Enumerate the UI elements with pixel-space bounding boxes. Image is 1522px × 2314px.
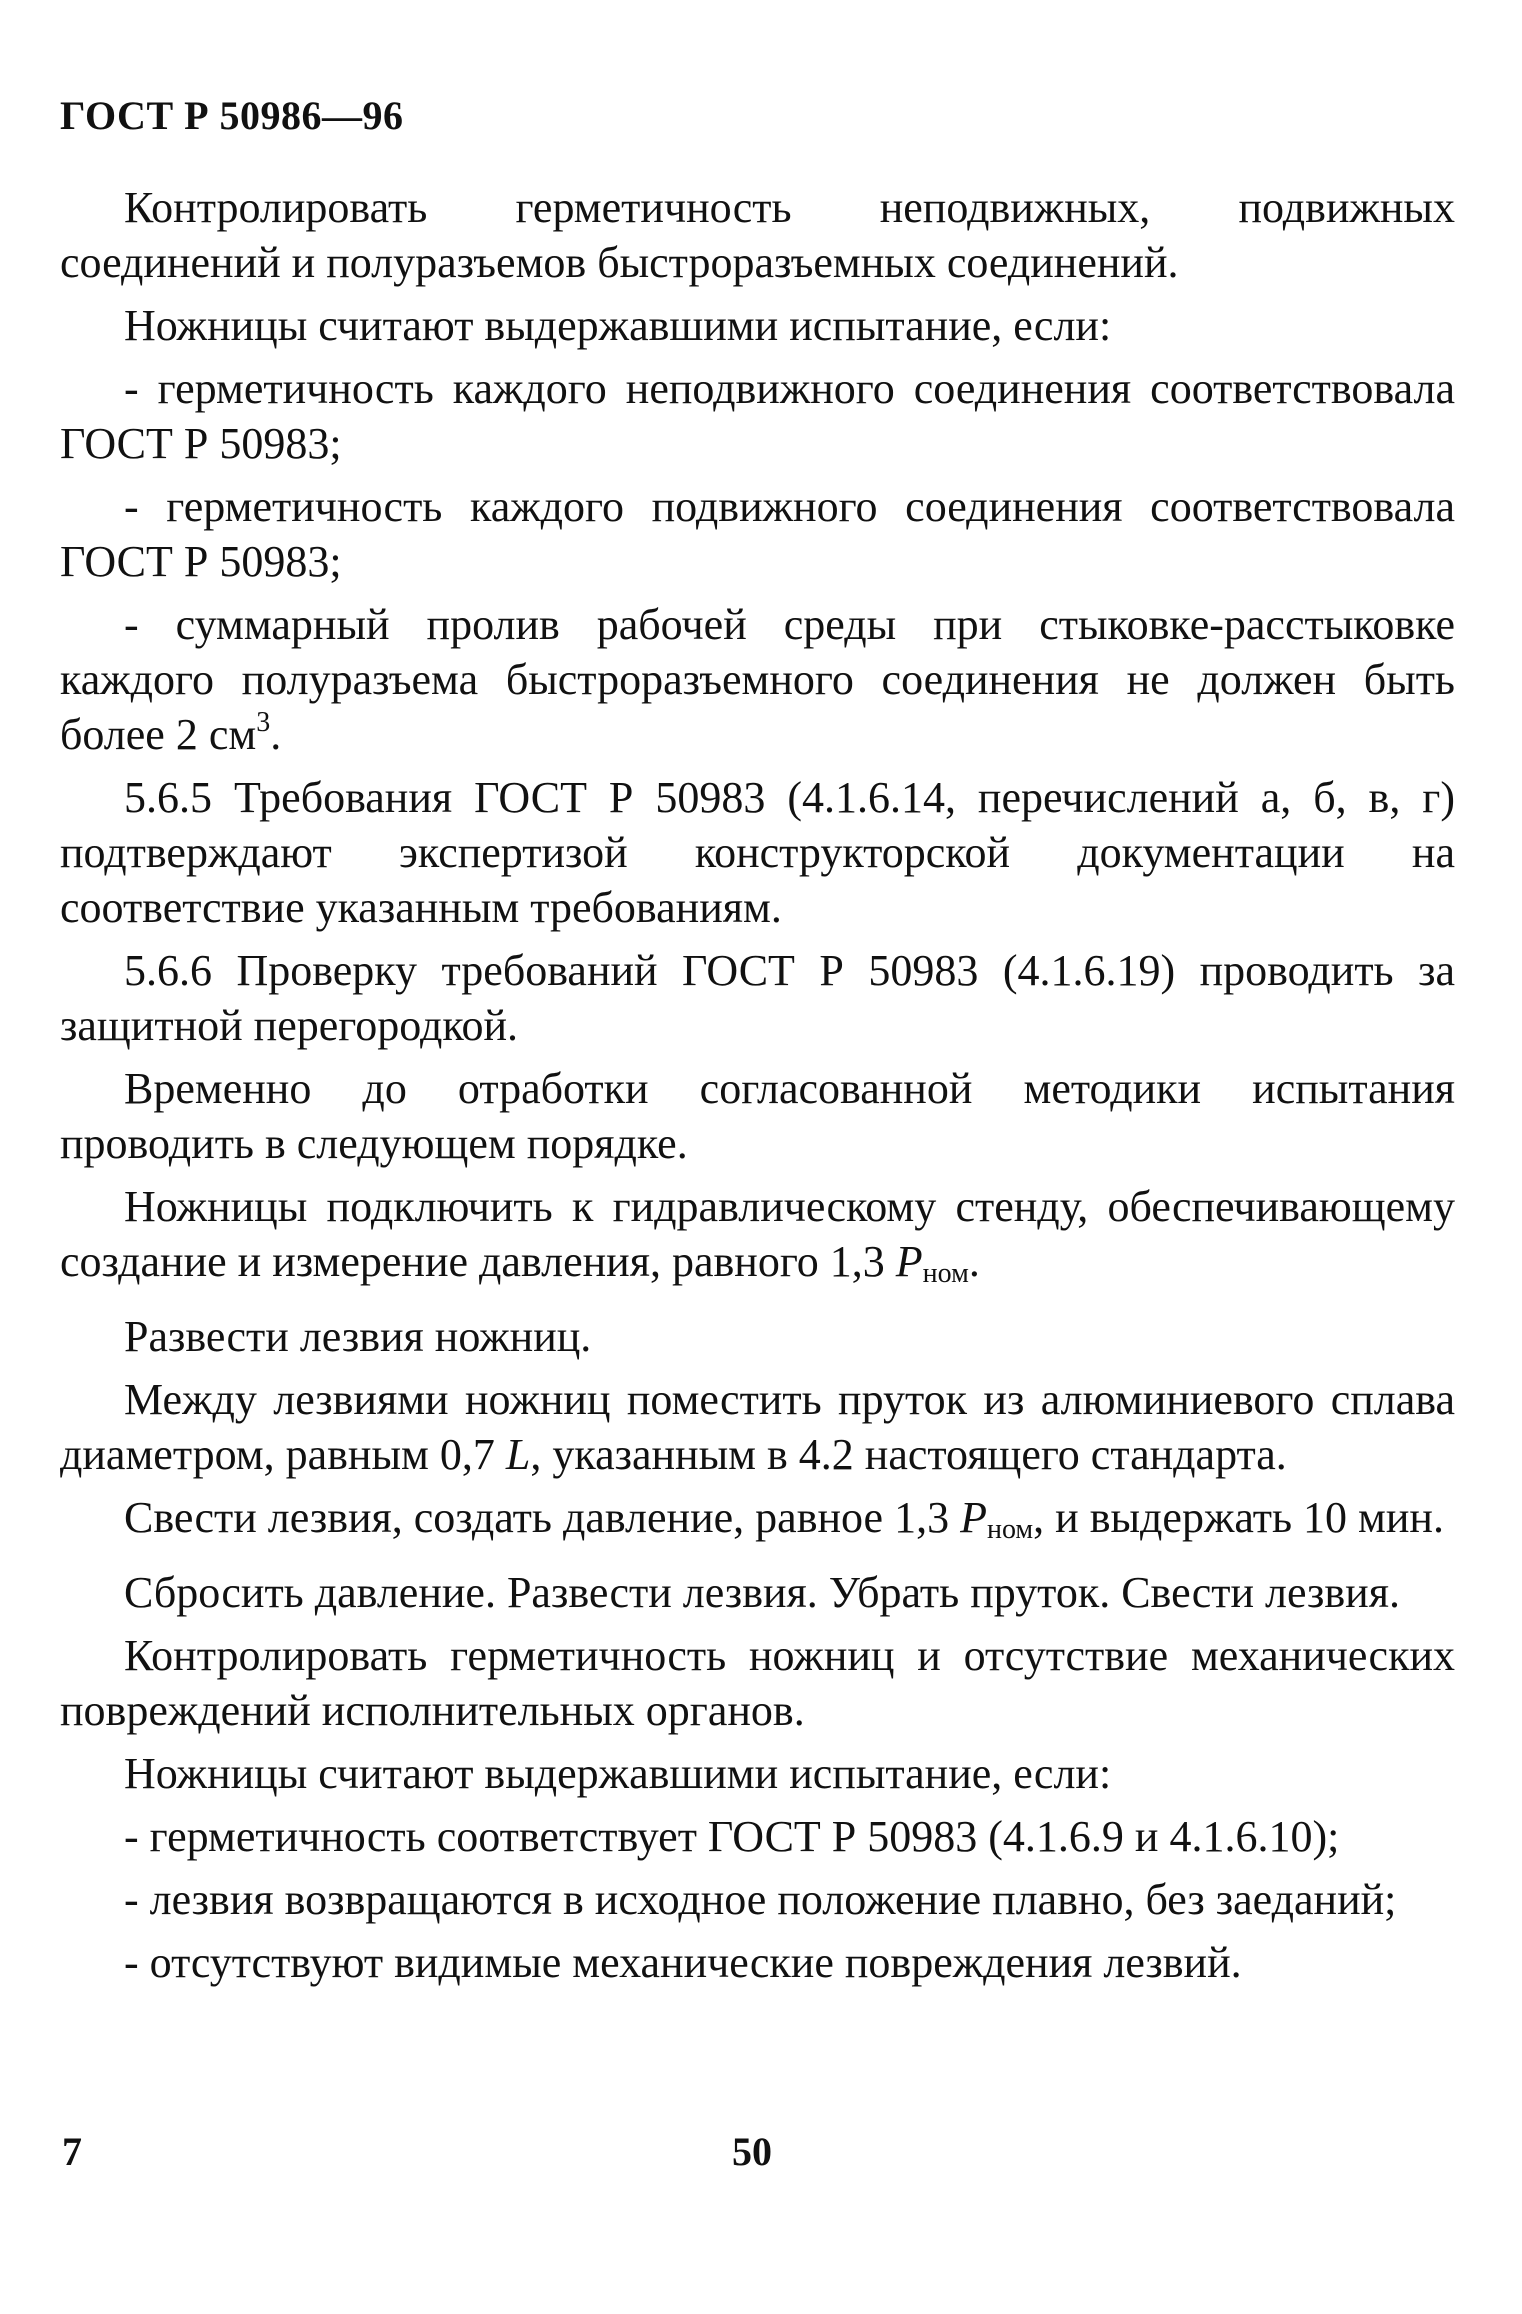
document-body (60, 180, 1455, 1998)
pressure-subscript-2: ном (986, 1514, 1034, 1545)
paragraph-moving-joints: - герметичность каждого подвижного соединения соответствовала ГОСТ Р 50983; (60, 482, 1455, 586)
pressure-symbol-2: P (960, 1493, 987, 1542)
stand-text: Ножницы подключить к гидравлическому стенду, обеспечивающему создание и измерение давления, равного 1,3 (60, 1182, 1455, 1286)
footer-left-number: 7 (62, 2129, 82, 2174)
paragraph-5-6-5: 5.6.5 Требования ГОСТ Р 50983 (4.1.6.14, перечислений а, б, в, г) подтверждают экспертизой конструкторской документации на соответствие указанным требованиям. (60, 773, 1455, 932)
spill-superscript: 3 (256, 707, 271, 738)
paragraph-control-joints: Контролировать герметичность неподвижных, подвижных соединений и полуразъемов быстроразъемных соединений. (60, 183, 1455, 287)
pressure-text: Свести лезвия, создать давление, равное 1,3 (124, 1493, 961, 1542)
paragraph-blades-return: - лезвия возвращаются в исходное положение плавно, без заеданий; (124, 1875, 1397, 1924)
spill-text: - суммарный пролив рабочей среды при стыковке-расстыковке каждого полуразъема быстроразъемного соединения не должен быть более 2 см (60, 600, 1455, 759)
document-header: ГОСТ Р 50986—96 (60, 93, 404, 138)
rod-end: , указанным в 4.2 настоящего стандарта. (530, 1430, 1287, 1479)
paragraph-release-pressure: Сбросить давление. Развести лезвия. Убрать пруток. Свести лезвия. (124, 1568, 1400, 1617)
paragraph-fixed-joints: - герметичность каждого неподвижного соединения соответствовала ГОСТ Р 50983; (60, 364, 1455, 468)
paragraph-temporary-method: Временно до отработки согласованной методики испытания проводить в следующем порядке. (60, 1064, 1455, 1168)
paragraph-open-blades: Развести лезвия ножниц. (124, 1312, 592, 1361)
pressure-subscript: ном (922, 1258, 969, 1289)
paragraph-control-damage: Контролировать герметичность ножниц и отсутствие механических повреждений исполнительных органов. (60, 1631, 1455, 1735)
paragraph-pass-criteria-1: Ножницы считают выдержавшими испытание, если: (124, 301, 1112, 350)
paragraph-apply-pressure (60, 1490, 1455, 1557)
pressure-symbol: P (895, 1237, 923, 1286)
page-number: 50 (732, 2129, 772, 2174)
paragraph-5-6-6: 5.6.6 Проверку требований ГОСТ Р 50983 (4.1.6.19) проводить за защитной перегородкой. (60, 946, 1455, 1050)
length-symbol: L (505, 1430, 531, 1479)
paragraph-connect-stand (60, 1179, 1455, 1301)
paragraph-no-damage: - отсутствуют видимые механические повреждения лезвий. (124, 1938, 1242, 1987)
stand-end: . (968, 1237, 980, 1286)
pressure-end: , и выдержать 10 мин. (1033, 1493, 1444, 1542)
paragraph-pass-criteria-2: Ножницы считают выдержавшими испытание, если: (124, 1749, 1112, 1798)
spill-end: . (270, 710, 282, 759)
paragraph-place-rod (60, 1372, 1455, 1482)
paragraph-tightness: - герметичность соответствует ГОСТ Р 50983 (4.1.6.9 и 4.1.6.10); (124, 1812, 1340, 1861)
paragraph-spill (60, 597, 1455, 762)
rod-text: Между лезвиями ножниц поместить пруток из алюминиевого сплава диаметром, равным 0,7 (60, 1375, 1455, 1479)
